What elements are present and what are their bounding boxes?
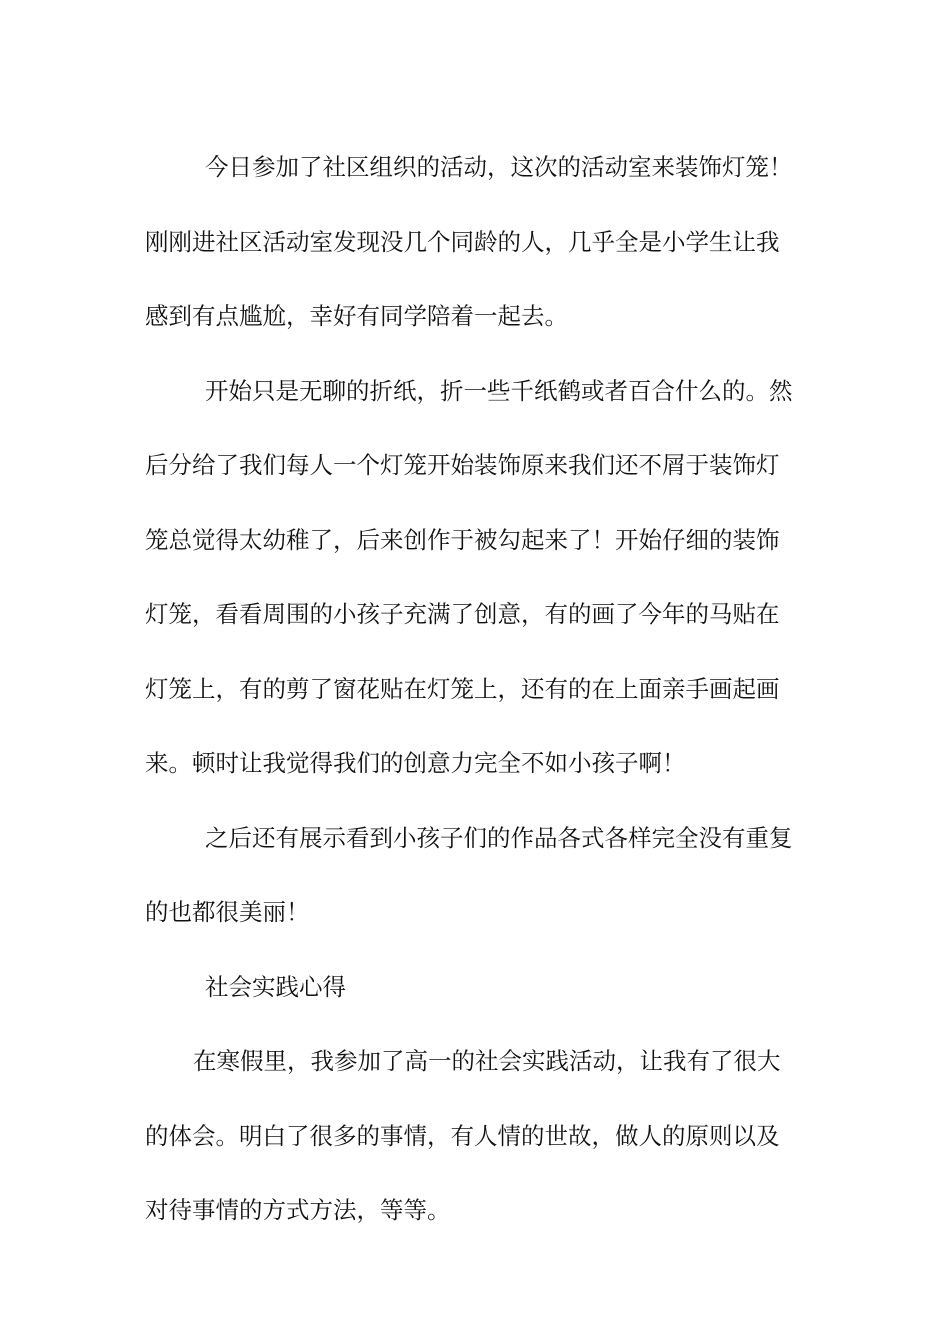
- text-line: 感到有点尴尬，幸好有同学陪着一起去。: [145, 302, 568, 330]
- document-body: [145, 130, 810, 1248]
- text-line: 的体会。明白了很多的事情，有人情的世故，做人的原则以及: [145, 1121, 780, 1150]
- text-line: 笼总觉得太幼稚了，后来创作于被勾起来了！开始仔细的装饰: [145, 525, 780, 554]
- text-line: 灯笼，看看周围的小孩子充满了创意，有的画了今年的马贴在: [145, 600, 780, 628]
- text-line: 来。顿时让我觉得我们的创意力完全不如小孩子啊！: [145, 749, 686, 777]
- text-line: 今日参加了社区组织的活动，这次的活动室来装饰灯笼！: [205, 153, 793, 181]
- paragraph-lantern-decoration: [145, 354, 810, 801]
- text-line: 在寒假里，我参加了高一的社会实践活动，让我有了很大: [193, 1047, 781, 1075]
- text-line: 开始只是无聊的折纸，折一些千纸鹤或者百合什么的。然: [205, 376, 793, 405]
- text-line: 之后还有展示看到小孩子们的作品各式各样完全没有重复: [205, 823, 793, 852]
- paragraph-winter-practice: [145, 1024, 810, 1248]
- text-line: 刚刚进社区活动室发现没几个同龄的人，几乎全是小学生让我: [145, 227, 780, 256]
- paragraph-exhibition: [145, 801, 810, 950]
- text-line: 灯笼上，有的剪了窗花贴在灯笼上，还有的在上面亲手画起画: [145, 674, 780, 703]
- text-line: 后分给了我们每人一个灯笼开始装饰原来我们还不屑于装饰灯: [145, 451, 780, 479]
- text-line: 的也都很美丽！: [145, 898, 310, 926]
- paragraph-community-activity: [145, 130, 810, 354]
- section-heading: [145, 950, 810, 1025]
- text-line: 对待事情的方式方法，等等。: [145, 1196, 451, 1224]
- heading-line: 社会实践心得: [205, 972, 346, 1001]
